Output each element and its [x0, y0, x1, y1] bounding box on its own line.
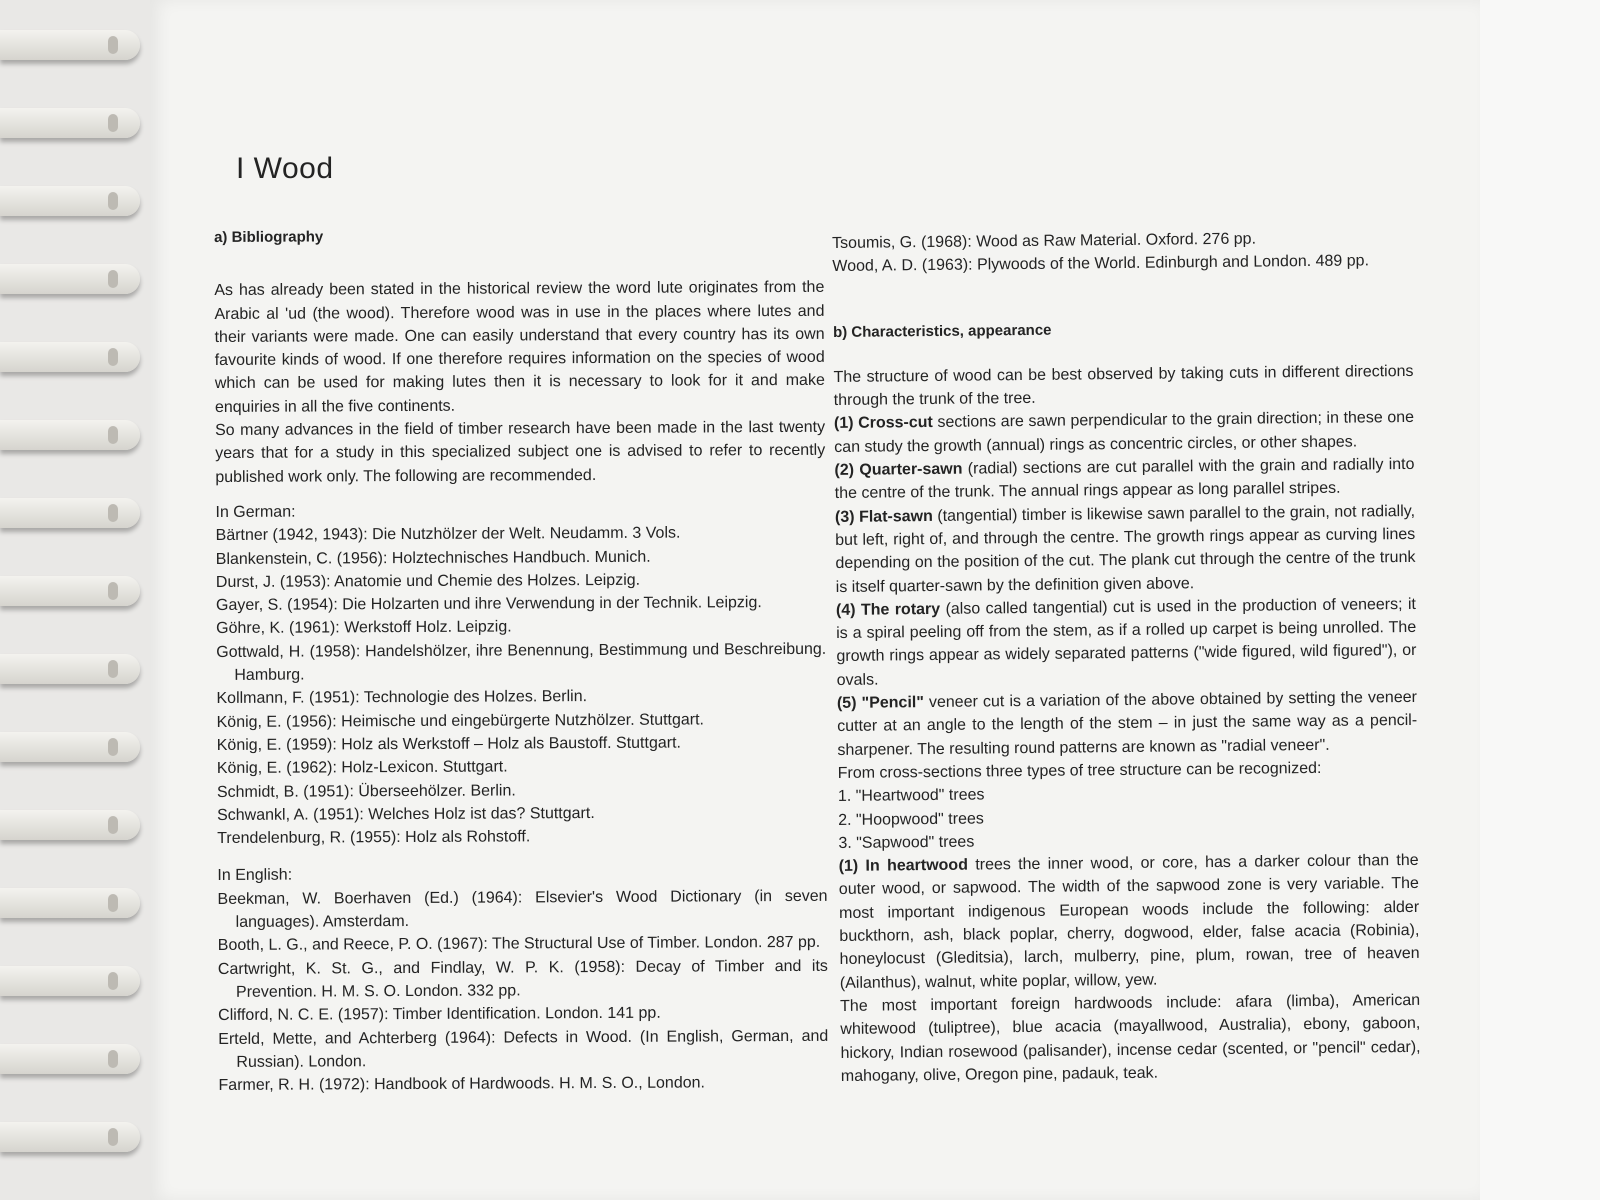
page-edge: [1480, 0, 1600, 1200]
spiral-binding: [0, 0, 160, 1200]
heartwood-paragraph: [839, 849, 1420, 995]
binding-ring: [0, 264, 140, 294]
structure-type-item: 3. "Sapwood" trees: [838, 833, 975, 852]
cut-item: [836, 593, 1417, 692]
reference-item: Booth, L. G., and Reece, P. O. (1967): The Structural Use of Timber. London. 287 pp.: [217, 934, 821, 955]
binding-ring: [0, 108, 140, 138]
english-heading: In English:: [217, 867, 293, 885]
binding-ring: [0, 732, 140, 762]
cut-text: veneer cut is a variation of the above obtained by setting the veneer cutter at an angle to the length of the stem – in just the same way as a pencil-sharpener. The resulting round patterns are known as "radial veneer".: [837, 688, 1418, 759]
cut-item: [835, 500, 1416, 599]
reference-item: Trendelenburg, R. (1955): Holz als Rohstoff.: [217, 828, 531, 848]
cut-text: (tangential) timber is likewise sawn parallel to the grain, not radially, but left, right of, and through the centre. The growth rings appear as curving lines depending on the position of the cut. The plank cut through the centre of the trunk is itself quarter-sawn by the definition given above.: [835, 502, 1416, 596]
binding-ring: [0, 810, 140, 840]
cut-text: (radial) sections are cut parallel with the grain and radially into the centre of the trunk. The annual rings appear as long parallel stripes.: [834, 455, 1415, 503]
reference-item: Göhre, K. (1961): Werkstoff Holz. Leipzig.: [216, 618, 512, 638]
reference-item: König, E. (1956): Heimische und eingebürgerte Nutzhölzer. Stuttgart.: [216, 711, 705, 731]
binding-ring: [0, 888, 140, 918]
binding-ring: [0, 1044, 140, 1074]
foreign-hardwoods-paragraph: The most important foreign hardwoods include: afara (limba), American whitewood (tuliptree), blue acacia (mayallwood, Australia), ebony, gaboon, hickory, Indian rosewood (palisander), incense cedar (scented, or "pencil" cedar), mahogany, olive, Oregon pine, padauk, teak.: [840, 991, 1421, 1085]
binding-ring: [0, 186, 140, 216]
cut-term: (1) Cross-cut: [833, 414, 933, 433]
cut-term: (5) "Pencil": [836, 694, 924, 713]
cut-term: (2) Quarter-sawn: [834, 460, 963, 480]
heartwood-term: (1) In heartwood: [838, 856, 969, 876]
structure-intro: The structure of wood can be best observed by taking cuts in different directions through the trunk of the tree.: [833, 362, 1414, 410]
reference-item: Wood, A. D. (1963): Plywoods of the World. Edinburgh and London. 489 pp.: [832, 252, 1370, 276]
cut-item: [834, 406, 1414, 459]
reference-item: Gottwald, H. (1958): Handelshölzer, ihre Benennung, Bestimmung und Beschreibung. Hamburg.: [216, 640, 827, 684]
cut-text: (also called tangential) cut is used in the production of veneers; it is a spiral peeling off from the stem, as if a rolled up carpet is being unrolled. The growth rings appear as widely separated patterns ("wide figured, wild figured"), or ovals.: [836, 595, 1417, 689]
reference-item: Clifford, N. C. E. (1957): Timber Identification. London. 141 pp.: [218, 1004, 661, 1025]
german-heading: In German:: [215, 503, 296, 521]
binding-ring: [0, 498, 140, 528]
section-heading-bibliography: a) Bibliography: [214, 228, 324, 246]
intro-paragraph: So many advances in the field of timber research have been made in the last twenty years that for a study in this specialized subject one is advised to refer to recently published work only. The following are recommended.: [215, 418, 826, 486]
structure-types-intro: From cross-sections three types of tree structure can be recognized:: [837, 759, 1322, 782]
reference-item: Erteld, Mette, and Achterberg (1964): Defects in Wood. (In English, German, and Russian). London.: [218, 1027, 829, 1071]
binding-ring: [0, 30, 140, 60]
intro-paragraph: As has already been stated in the historical review the word lute originates from the Arabic al 'ud (the wood). Therefore wood was in use in the places where lutes and their variants were made. One can easily understand that every country has its own favourite kinds of wood. If one therefore requires information on the species of wood which can be used for making lutes then it is necessary to look for it and make enquiries in all the five continents.: [214, 279, 825, 416]
left-column: [214, 223, 829, 1098]
reference-item: Schmidt, B. (1951): Überseehölzer. Berlin.: [216, 781, 516, 801]
reference-item: Blankenstein, C. (1956): Holztechnisches Handbuch. Munich.: [215, 548, 651, 568]
reference-item: Beekman, W. Boerhaven (Ed.) (1964): Elsevier's Wood Dictionary (in seven languages). Amsterdam.: [217, 887, 828, 931]
binding-ring: [0, 420, 140, 450]
cut-term: (4) The rotary: [835, 600, 941, 619]
structure-type-item: 2. "Hoopwood" trees: [838, 809, 984, 829]
binding-ring: [0, 1122, 140, 1152]
structure-type-item: 1. "Heartwood" trees: [837, 786, 985, 806]
reference-item: Gayer, S. (1954): Die Holzarten und ihre Verwendung in der Technik. Leipzig.: [215, 594, 762, 615]
reference-item: König, E. (1959): Holz als Werkstoff – Holz als Baustoff. Stuttgart.: [216, 734, 681, 754]
reference-item: Tsoumis, G. (1968): Wood as Raw Material. Oxford. 276 pp.: [832, 230, 1257, 252]
right-column: [832, 226, 1421, 1088]
reference-item: Cartwright, K. St. G., and Findlay, W. P. K. (1958): Decay of Timber and its Prevention. H. M. S. O. London. 332 pp.: [217, 957, 828, 1001]
cut-item: [837, 686, 1418, 762]
binding-ring: [0, 966, 140, 996]
cut-item: [834, 453, 1414, 506]
binding-ring: [0, 342, 140, 372]
reference-item: Schwankl, A. (1951): Welches Holz ist das? Stuttgart.: [217, 804, 595, 824]
reference-item: König, E. (1962): Holz-Lexicon. Stuttgart.: [216, 758, 508, 778]
reference-item: Durst, J. (1953): Anatomie und Chemie des Holzes. Leipzig.: [215, 571, 641, 591]
binding-ring: [0, 654, 140, 684]
cut-text: sections are sawn perpendicular to the grain direction; in these one can study the growth (annual) rings as concentric circles, or other shapes.: [834, 409, 1415, 456]
chapter-title: I Wood: [236, 152, 334, 185]
cut-term: (3) Flat-sawn: [834, 507, 933, 526]
binding-ring: [0, 576, 140, 606]
reference-item: Farmer, R. H. (1972): Handbook of Hardwoods. H. M. S. O., London.: [218, 1074, 705, 1095]
section-heading-characteristics: b) Characteristics, appearance: [832, 321, 1052, 341]
reference-item: Kollmann, F. (1951): Technologie des Holzes. Berlin.: [216, 688, 588, 708]
reference-item: Bärtner (1942, 1943): Die Nutzhölzer der Welt. Neudamm. 3 Vols.: [215, 524, 681, 545]
heartwood-text: trees the inner wood, or core, has a darker colour than the outer wood, or sapwood. The width of the sapwood zone is very variable. The most important indigenous European woods include the following: alder buckthorn, ash, black poplar, cherry, dogwood, elder, false acacia (Robinia), honeylocust (Gleditsia), larch, mulberry, pine, plum, rowan, tree of heaven (Ailanthus), walnut, white poplar, willow, yew.: [838, 852, 1420, 992]
